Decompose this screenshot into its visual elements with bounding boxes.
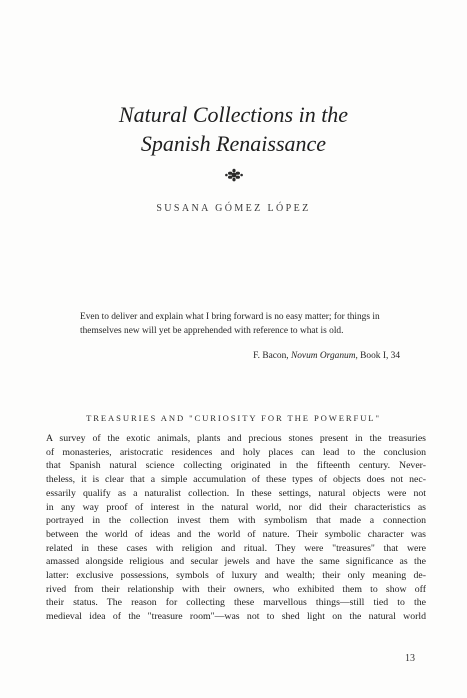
fleuron-icon: [224, 168, 244, 182]
chapter-author: SUSANA GÓMEZ LÓPEZ: [156, 203, 311, 214]
body-line: medieval idea of the "treasure room"—was not to shed light on the natural world: [46, 611, 426, 623]
epigraph-cite-ref: Book I, 34: [360, 351, 400, 361]
epigraph-line-1: Even to deliver and explain what I bring forward is no easy matter; for things in: [80, 312, 380, 322]
epigraph-citation: [80, 351, 400, 361]
body-line: theless, it is clear that a simple accumulation of these types of objects does not nec-: [46, 474, 426, 486]
epigraph-cite-author: F. Bacon,: [253, 351, 289, 361]
epigraph-cite-work: Novum Organum,: [290, 351, 358, 361]
body-line: latter: exclusive possessions, symbols of luxury and wealth; their only meaning de-: [46, 570, 426, 582]
body-line: amassed alongside religious and secular jewels and have the same significance as the: [46, 556, 426, 568]
body-line: essarily qualify as a naturalist collection. In these settings, natural objects were not: [46, 487, 426, 499]
chapter-title-line-1: Natural Collections in the: [118, 102, 349, 127]
body-line: portrayed in the collection invest them with symbolism that made a connection: [46, 515, 426, 527]
body-line: that Spanish natural science collecting originated in the fifteenth century. Never-: [46, 460, 426, 472]
body-line: rived from their relationship with their owners, who exhibited them to show off: [46, 583, 426, 595]
body-paragraph: [46, 432, 426, 624]
body-line: related in these cases with religion and ritual. They were "treasures" that were: [46, 542, 426, 554]
page-number: 13: [405, 653, 415, 664]
body-line: A survey of the exotic animals, plants and precious stones present in the treasuries: [46, 433, 426, 444]
body-line: of monasteries, aristocratic residences and holy places can lead to the conclusion: [46, 446, 426, 458]
chapter-title: [0, 100, 467, 158]
body-line: their status. The reason for collecting these marvellous things—still tied to the: [46, 597, 426, 609]
body-line: between the world of ideas and the world of nature. Their symbolic character was: [46, 528, 426, 540]
chapter-title-line-2: Spanish Renaissance: [140, 131, 327, 156]
section-heading: TREASURIES AND "CURIOSITY FOR THE POWERFUL": [86, 413, 381, 423]
epigraph: [80, 311, 410, 338]
epigraph-line-2: themselves new will yet be apprehended with reference to what is old.: [80, 325, 344, 336]
body-line: in any way proof of interest in the natural world, nor did their characteristics as: [46, 501, 426, 513]
